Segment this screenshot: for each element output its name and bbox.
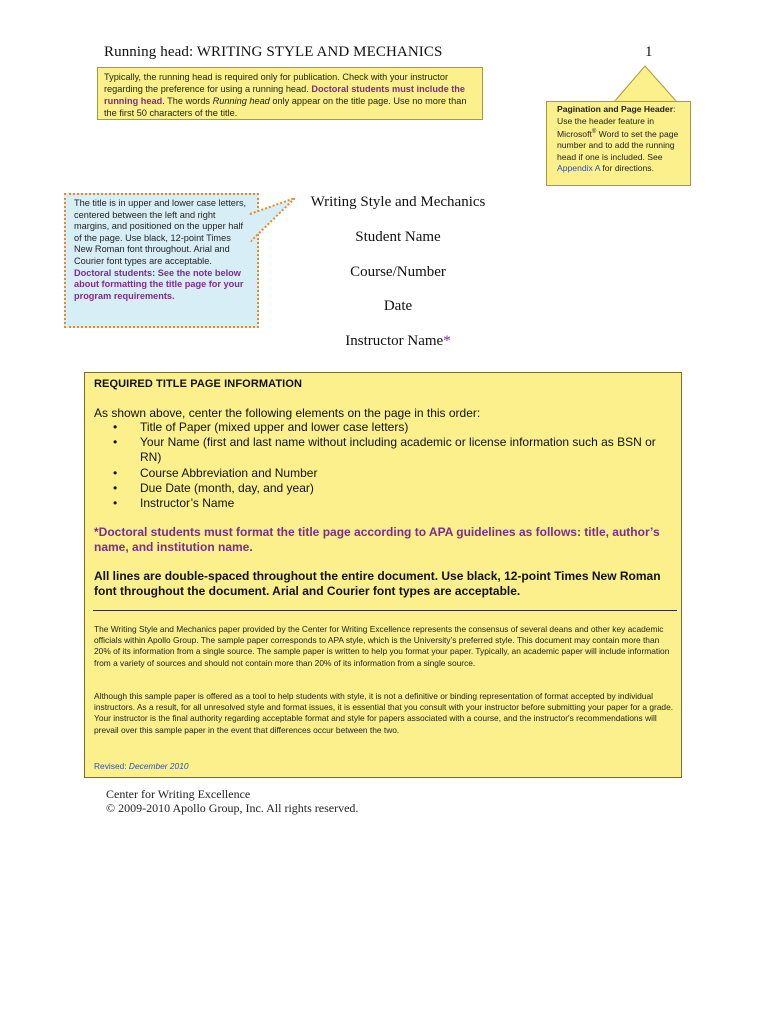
list-item: • Instructor’s Name <box>109 496 669 511</box>
running-head-note-doctoral: Doctoral students must include the running head <box>104 84 466 106</box>
divider <box>93 610 677 611</box>
required-info-list <box>109 420 669 511</box>
instructor-name-text: Instructor Name <box>345 333 444 349</box>
list-item: • Title of Paper (mixed upper and lower case letters) <box>109 420 669 435</box>
title-note <box>64 193 259 328</box>
doctoral-format-note: *Doctoral students must format the title page according to APA guidelines as follows: title, author’s name, and institution name. <box>94 525 660 554</box>
running-head-note-italic: Running head <box>212 96 270 106</box>
required-info-box <box>84 372 682 778</box>
title-note-doctoral: Doctoral students: See the note below about formatting the title page for your program requirements. <box>74 267 244 301</box>
double-space-note: All lines are double-spaced throughout the entire document. Use black, 12-point Times New Roman font throughout the document. Arial and Courier font types are acceptable. <box>94 569 661 598</box>
running-head-note <box>97 67 483 120</box>
revised-date-value: December 2010 <box>128 761 189 771</box>
paper-title: Writing Style and Mechanics <box>310 194 486 210</box>
pagination-note-text: : Use the header feature in Microsoft <box>557 104 676 139</box>
footer-org: Center for Writing Excellence <box>106 787 251 801</box>
page-number: 1 <box>645 44 653 60</box>
disclaimer-paragraph: The Writing Style and Mechanics paper provided by the Center for Writing Excellence represents the consensus of several deans and other key academic officials within Apollo Group. The sample paper corresponds to APA style, which is the University’s preferred style. This document may contain more than 20% of its information from a single source. The sample paper is written to help you format your paper. Typically, an academic paper will include information from a variety of sources and should not contain more than 20% of its information from a single source. <box>94 624 670 668</box>
instructor-name <box>270 333 526 350</box>
list-item: • Due Date (month, day, and year) <box>109 481 669 496</box>
pagination-note-text-3: for directions. <box>600 163 654 174</box>
title-note-text: The title is in upper and lower case letters, centered between the left and right margins, and positioned on the upper half of the page. Use black, 12-point Times New Roman font throughout. Arial and Courier font types are acceptable. <box>74 198 247 266</box>
required-info-intro: As shown above, center the following elements on the page in this order: <box>94 406 481 420</box>
pagination-note-heading: Pagination and Page Header <box>557 104 674 114</box>
student-name: Student Name <box>355 229 441 245</box>
appendix-a-link[interactable]: Appendix A <box>557 163 601 174</box>
running-head-note-text-3: only appear on the title page. Use no more than the first 50 characters of the title. <box>104 96 467 118</box>
instructor-asterisk: * <box>443 333 451 349</box>
pagination-note <box>546 101 691 186</box>
course-number: Course/Number <box>350 264 446 280</box>
footer <box>106 787 358 815</box>
list-item: • Your Name (first and last name without including academic or license information such as BSN or RN) <box>109 435 669 465</box>
running-head-note-text-2: . The words <box>162 96 213 106</box>
list-item: • Course Abbreviation and Number <box>109 466 669 481</box>
revised-label: Revised: <box>94 761 129 771</box>
pagination-callout-pointer <box>614 65 686 103</box>
registered-mark: ® <box>591 129 597 135</box>
running-head-note-text: Typically, the running head is required only for publication. Check with your instructor regarding the preference for using a running head. <box>104 72 449 94</box>
pagination-note-text-2: Word to set the page number and to add the running head if one is included. See <box>557 128 679 162</box>
date-line: Date <box>383 298 413 314</box>
footer-copyright: © 2009-2010 Apollo Group, Inc. All rights reserved. <box>106 801 359 815</box>
running-head: Running head: WRITING STYLE AND MECHANICS <box>104 44 443 60</box>
required-info-heading: REQUIRED TITLE PAGE INFORMATION <box>94 378 303 390</box>
revised-date <box>94 761 189 771</box>
consult-instructor-paragraph: Although this sample paper is offered as a tool to help students with style, it is not a definitive or binding representation of format accepted by individual instructors. As a result, for all unresolved style and format issues, it is essential that you consult with your instructor before submitting your paper for a grade. Your instructor is the final authority regarding acceptable format and style for papers associated with a course, and the instructor's recommendations will prevail over this sample paper in the event that differences occur between the two. <box>94 691 674 735</box>
